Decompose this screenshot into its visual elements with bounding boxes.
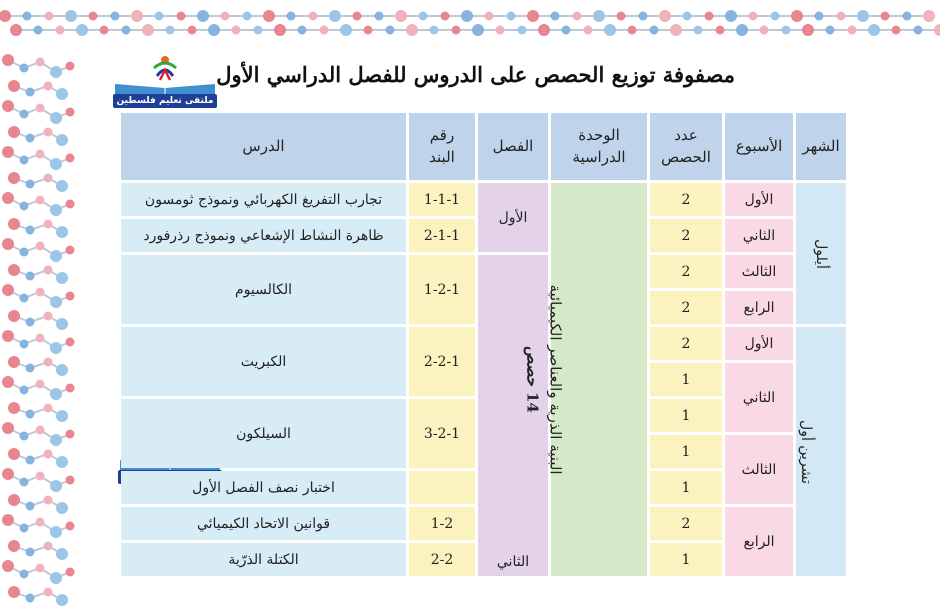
molecule-atom bbox=[2, 192, 14, 204]
molecule-atom bbox=[364, 26, 373, 35]
count-cell: 2 bbox=[650, 327, 722, 360]
page-title: مصفوفة توزيع الحصص على الدروس للفصل الدراسي الأول bbox=[216, 62, 735, 87]
molecule-atom bbox=[8, 586, 20, 598]
molecule-atom bbox=[111, 12, 120, 21]
item-cell: 2-2 bbox=[409, 543, 475, 576]
week-cell: الرابع bbox=[725, 291, 793, 324]
molecule-atom bbox=[309, 12, 318, 21]
lesson-distribution-table bbox=[118, 110, 849, 579]
molecule-atom bbox=[628, 26, 637, 35]
molecule-atom bbox=[639, 12, 648, 21]
molecule-atom bbox=[26, 594, 35, 603]
molecule-atom bbox=[45, 12, 54, 21]
molecule-atom bbox=[36, 150, 45, 159]
molecule-atom bbox=[36, 104, 45, 113]
molecule-atom bbox=[66, 200, 75, 209]
month-cell bbox=[796, 327, 846, 576]
header-unit-line1: الوحدة bbox=[578, 125, 620, 144]
molecule-atom bbox=[50, 66, 62, 78]
molecule-atom bbox=[36, 380, 45, 389]
molecule-atom bbox=[419, 12, 428, 21]
molecule-atom bbox=[802, 24, 814, 36]
molecule-atom bbox=[44, 82, 53, 91]
header-month: الشهر bbox=[796, 113, 846, 180]
molecule-atom bbox=[155, 12, 164, 21]
molecule-atom bbox=[66, 292, 75, 301]
month-label: تشرين أول bbox=[798, 419, 815, 484]
molecule-atom bbox=[815, 12, 824, 21]
header-count-line1: عدد bbox=[674, 125, 698, 144]
week-cell: الثالث bbox=[725, 435, 793, 504]
header-lesson: الدرس bbox=[121, 113, 406, 180]
lesson-cell: الكالسيوم bbox=[121, 255, 406, 324]
molecule-atom bbox=[66, 430, 75, 439]
molecule-atom bbox=[66, 246, 75, 255]
molecule-atom bbox=[26, 364, 35, 373]
molecule-atom bbox=[50, 158, 62, 170]
count-cell: 1 bbox=[650, 543, 722, 576]
molecule-atom bbox=[221, 12, 230, 21]
header-count bbox=[650, 113, 722, 180]
molecule-atom bbox=[329, 10, 341, 22]
header-item bbox=[409, 113, 475, 180]
molecule-atom bbox=[2, 514, 14, 526]
molecule-border-left bbox=[0, 50, 78, 610]
molecule-atom bbox=[903, 12, 912, 21]
molecule-atom bbox=[2, 468, 14, 480]
molecule-atom bbox=[518, 26, 527, 35]
molecule-atom bbox=[826, 26, 835, 35]
molecule-atom bbox=[2, 376, 14, 388]
count-cell: 2 bbox=[650, 255, 722, 288]
molecule-atom bbox=[44, 220, 53, 229]
molecule-atom bbox=[26, 548, 35, 557]
molecule-atom bbox=[8, 172, 20, 184]
molecule-atom bbox=[34, 26, 43, 35]
lesson-cell: الكتلة الذرّية bbox=[121, 543, 406, 576]
molecule-atom bbox=[857, 10, 869, 22]
molecule-atom bbox=[694, 26, 703, 35]
molecule-atom bbox=[771, 12, 780, 21]
week-cell: الثاني bbox=[725, 363, 793, 432]
week-cell: الأول bbox=[725, 183, 793, 216]
molecule-atom bbox=[749, 12, 758, 21]
month-label: أيلول bbox=[812, 238, 829, 269]
molecule-atom bbox=[881, 12, 890, 21]
molecule-atom bbox=[527, 10, 539, 22]
molecule-atom bbox=[44, 404, 53, 413]
molecule-atom bbox=[50, 296, 62, 308]
molecule-atom bbox=[56, 318, 68, 330]
molecule-atom bbox=[50, 388, 62, 400]
molecule-atom bbox=[562, 26, 571, 35]
molecule-atom bbox=[89, 12, 98, 21]
molecule-atom bbox=[8, 310, 20, 322]
molecule-atom bbox=[670, 24, 682, 36]
item-cell: 1-2-1 bbox=[409, 255, 475, 324]
header-item-line1: رقم bbox=[429, 125, 455, 144]
table-row bbox=[121, 183, 846, 216]
molecule-atom bbox=[50, 526, 62, 538]
molecule-atom bbox=[8, 264, 20, 276]
molecule-atom bbox=[66, 522, 75, 531]
molecule-atom bbox=[868, 24, 880, 36]
molecule-atom bbox=[50, 112, 62, 124]
unit-name: البنية الذرية والعناصر الكيميائية bbox=[546, 284, 565, 475]
molecule-atom bbox=[705, 12, 714, 21]
molecule-atom bbox=[44, 542, 53, 551]
molecule-atom bbox=[66, 384, 75, 393]
molecule-atom bbox=[406, 24, 418, 36]
molecule-atom bbox=[56, 134, 68, 146]
molecule-atom bbox=[56, 88, 68, 100]
molecule-atom bbox=[441, 12, 450, 21]
molecule-atom bbox=[395, 10, 407, 22]
molecule-atom bbox=[551, 12, 560, 21]
molecule-atom bbox=[20, 294, 29, 303]
molecule-atom bbox=[44, 450, 53, 459]
molecule-atom bbox=[375, 12, 384, 21]
molecule-atom bbox=[26, 456, 35, 465]
molecule-atom bbox=[36, 564, 45, 573]
molecule-atom bbox=[20, 524, 29, 533]
molecule-atom bbox=[36, 472, 45, 481]
molecule-atom bbox=[461, 10, 473, 22]
lesson-cell: تجارب التفريغ الكهربائي ونموذج ثومسون bbox=[121, 183, 406, 216]
molecule-atom bbox=[232, 26, 241, 35]
molecule-atom bbox=[56, 410, 68, 422]
molecule-atom bbox=[56, 26, 65, 35]
molecule-atom bbox=[44, 128, 53, 137]
molecule-atom bbox=[50, 572, 62, 584]
molecule-atom bbox=[26, 226, 35, 235]
molecule-atom bbox=[122, 26, 131, 35]
molecule-atom bbox=[20, 386, 29, 395]
molecule-atom bbox=[2, 238, 14, 250]
molecule-atom bbox=[131, 10, 143, 22]
header-item-line2: البند bbox=[429, 147, 455, 166]
molecule-atom bbox=[36, 426, 45, 435]
count-cell: 1 bbox=[650, 399, 722, 432]
molecule-atom bbox=[254, 26, 263, 35]
molecule-atom bbox=[208, 24, 220, 36]
item-cell: 1-2 bbox=[409, 507, 475, 540]
molecule-atom bbox=[177, 12, 186, 21]
molecule-atom bbox=[8, 218, 20, 230]
unit-label bbox=[521, 284, 566, 474]
molecule-atom bbox=[736, 24, 748, 36]
molecule-atom bbox=[65, 10, 77, 22]
header-unit bbox=[551, 113, 647, 180]
table-header-row bbox=[121, 113, 846, 180]
molecule-atom bbox=[56, 180, 68, 192]
molecule-atom bbox=[2, 54, 14, 66]
molecule-atom bbox=[44, 312, 53, 321]
molecule-atom bbox=[66, 568, 75, 577]
count-cell: 1 bbox=[650, 363, 722, 396]
chapter-cell: الأول bbox=[478, 183, 548, 252]
count-cell: 1 bbox=[650, 435, 722, 468]
molecule-atom bbox=[353, 12, 362, 21]
molecule-atom bbox=[485, 12, 494, 21]
item-cell: 2-1-1 bbox=[409, 219, 475, 252]
molecule-atom bbox=[20, 570, 29, 579]
molecule-atom bbox=[66, 338, 75, 347]
molecule-atom bbox=[274, 24, 286, 36]
molecule-atom bbox=[650, 26, 659, 35]
molecule-atom bbox=[44, 174, 53, 183]
molecule-atom bbox=[50, 250, 62, 262]
molecule-atom bbox=[36, 288, 45, 297]
molecule-atom bbox=[934, 24, 940, 36]
header-chapter: الفصل bbox=[478, 113, 548, 180]
molecule-atom bbox=[20, 64, 29, 73]
molecule-atom bbox=[8, 448, 20, 460]
molecule-atom bbox=[76, 24, 88, 36]
molecule-atom bbox=[26, 88, 35, 97]
molecule-atom bbox=[50, 204, 62, 216]
molecule-atom bbox=[44, 358, 53, 367]
molecule-atom bbox=[56, 364, 68, 376]
molecule-atom bbox=[760, 26, 769, 35]
molecule-atom bbox=[725, 10, 737, 22]
item-cell bbox=[409, 471, 475, 504]
molecule-atom bbox=[10, 24, 22, 36]
molecule-atom bbox=[50, 342, 62, 354]
molecule-atom bbox=[20, 156, 29, 165]
molecule-atom bbox=[20, 340, 29, 349]
molecule-atom bbox=[2, 422, 14, 434]
molecule-atom bbox=[56, 456, 68, 468]
molecule-atom bbox=[56, 502, 68, 514]
molecule-atom bbox=[26, 318, 35, 327]
molecule-atom bbox=[2, 100, 14, 112]
molecule-atom bbox=[791, 10, 803, 22]
molecule-atom bbox=[166, 26, 175, 35]
molecule-atom bbox=[44, 266, 53, 275]
molecule-atom bbox=[20, 478, 29, 487]
molecule-atom bbox=[8, 540, 20, 552]
molecule-atom bbox=[44, 588, 53, 597]
molecule-atom bbox=[36, 58, 45, 67]
lesson-cell: الكبريت bbox=[121, 327, 406, 396]
site-logo bbox=[110, 54, 220, 108]
count-cell: 2 bbox=[650, 291, 722, 324]
molecule-atom bbox=[538, 24, 550, 36]
molecule-atom bbox=[50, 434, 62, 446]
molecule-atom bbox=[66, 62, 75, 71]
logo-figure-icon bbox=[148, 54, 182, 82]
molecule-atom bbox=[20, 110, 29, 119]
molecule-atom bbox=[142, 24, 154, 36]
molecule-atom bbox=[20, 248, 29, 257]
molecule-atom bbox=[430, 26, 439, 35]
week-cell: الرابع bbox=[725, 507, 793, 576]
molecule-atom bbox=[8, 402, 20, 414]
lesson-cell: قوانين الاتحاد الكيميائي bbox=[121, 507, 406, 540]
molecule-atom bbox=[66, 154, 75, 163]
molecule-atom bbox=[56, 594, 68, 606]
molecule-atom bbox=[20, 202, 29, 211]
molecule-atom bbox=[914, 26, 923, 35]
item-cell: 2-2-1 bbox=[409, 327, 475, 396]
logo-brand-text: ملتقى تعليم فلسطين bbox=[113, 94, 218, 108]
header-week: الأسبوع bbox=[725, 113, 793, 180]
molecule-atom bbox=[56, 226, 68, 238]
molecule-atom bbox=[66, 476, 75, 485]
molecule-atom bbox=[0, 10, 11, 22]
molecule-atom bbox=[50, 480, 62, 492]
molecule-atom bbox=[716, 26, 725, 35]
count-cell: 2 bbox=[650, 183, 722, 216]
week-cell: الأول bbox=[725, 327, 793, 360]
count-cell: 1 bbox=[650, 471, 722, 504]
molecule-atom bbox=[36, 334, 45, 343]
molecule-atom bbox=[892, 26, 901, 35]
molecule-atom bbox=[848, 26, 857, 35]
molecule-atom bbox=[56, 548, 68, 560]
molecule-border-top bbox=[0, 0, 940, 50]
molecule-atom bbox=[923, 10, 935, 22]
molecule-atom bbox=[496, 26, 505, 35]
molecule-atom bbox=[44, 496, 53, 505]
molecule-atom bbox=[8, 80, 20, 92]
molecule-atom bbox=[298, 26, 307, 35]
molecule-atom bbox=[472, 24, 484, 36]
molecule-atom bbox=[2, 284, 14, 296]
molecule-atom bbox=[8, 126, 20, 138]
molecule-atom bbox=[584, 26, 593, 35]
unit-cell bbox=[523, 183, 647, 576]
item-cell: 3-2-1 bbox=[409, 399, 475, 468]
count-cell: 2 bbox=[650, 219, 722, 252]
molecule-atom bbox=[100, 26, 109, 35]
molecule-atom bbox=[56, 272, 68, 284]
molecule-atom bbox=[617, 12, 626, 21]
molecule-atom bbox=[573, 12, 582, 21]
week-cell: الثاني bbox=[725, 219, 793, 252]
lesson-cell: اختبار نصف الفصل الأول bbox=[121, 471, 406, 504]
chapter-cell: الثاني bbox=[478, 255, 548, 576]
molecule-atom bbox=[26, 410, 35, 419]
molecule-atom bbox=[287, 12, 296, 21]
month-cell bbox=[796, 183, 846, 324]
molecule-atom bbox=[23, 12, 32, 21]
unit-hours: 14 حصص bbox=[523, 346, 542, 413]
molecule-atom bbox=[2, 560, 14, 572]
molecule-atom bbox=[782, 26, 791, 35]
molecule-atom bbox=[2, 146, 14, 158]
molecule-atom bbox=[659, 10, 671, 22]
table-row bbox=[121, 255, 846, 288]
molecule-atom bbox=[8, 356, 20, 368]
molecule-atom bbox=[197, 10, 209, 22]
molecule-atom bbox=[26, 180, 35, 189]
header-unit-line2: الدراسية bbox=[572, 147, 626, 166]
week-cell: الثالث bbox=[725, 255, 793, 288]
molecule-atom bbox=[66, 108, 75, 117]
molecule-atom bbox=[243, 12, 252, 21]
molecule-atom bbox=[36, 196, 45, 205]
molecule-atom bbox=[26, 502, 35, 511]
lesson-cell: السيلكون bbox=[121, 399, 406, 468]
item-cell: 1-1-1 bbox=[409, 183, 475, 216]
molecule-atom bbox=[340, 24, 352, 36]
molecule-atom bbox=[26, 134, 35, 143]
molecule-atom bbox=[593, 10, 605, 22]
molecule-atom bbox=[26, 272, 35, 281]
molecule-atom bbox=[2, 330, 14, 342]
molecule-atom bbox=[452, 26, 461, 35]
molecule-atom bbox=[36, 242, 45, 251]
molecule-atom bbox=[188, 26, 197, 35]
molecule-atom bbox=[507, 12, 516, 21]
molecule-atom bbox=[20, 432, 29, 441]
molecule-atom bbox=[320, 26, 329, 35]
lesson-cell: ظاهرة النشاط الإشعاعي ونموذج رذرفورد bbox=[121, 219, 406, 252]
header-count-line2: الحصص bbox=[661, 147, 711, 166]
molecule-atom bbox=[683, 12, 692, 21]
molecule-atom bbox=[8, 494, 20, 506]
count-cell: 2 bbox=[650, 507, 722, 540]
molecule-atom bbox=[263, 10, 275, 22]
molecule-atom bbox=[837, 12, 846, 21]
molecule-atom bbox=[604, 24, 616, 36]
molecule-atom bbox=[36, 518, 45, 527]
molecule-atom bbox=[386, 26, 395, 35]
